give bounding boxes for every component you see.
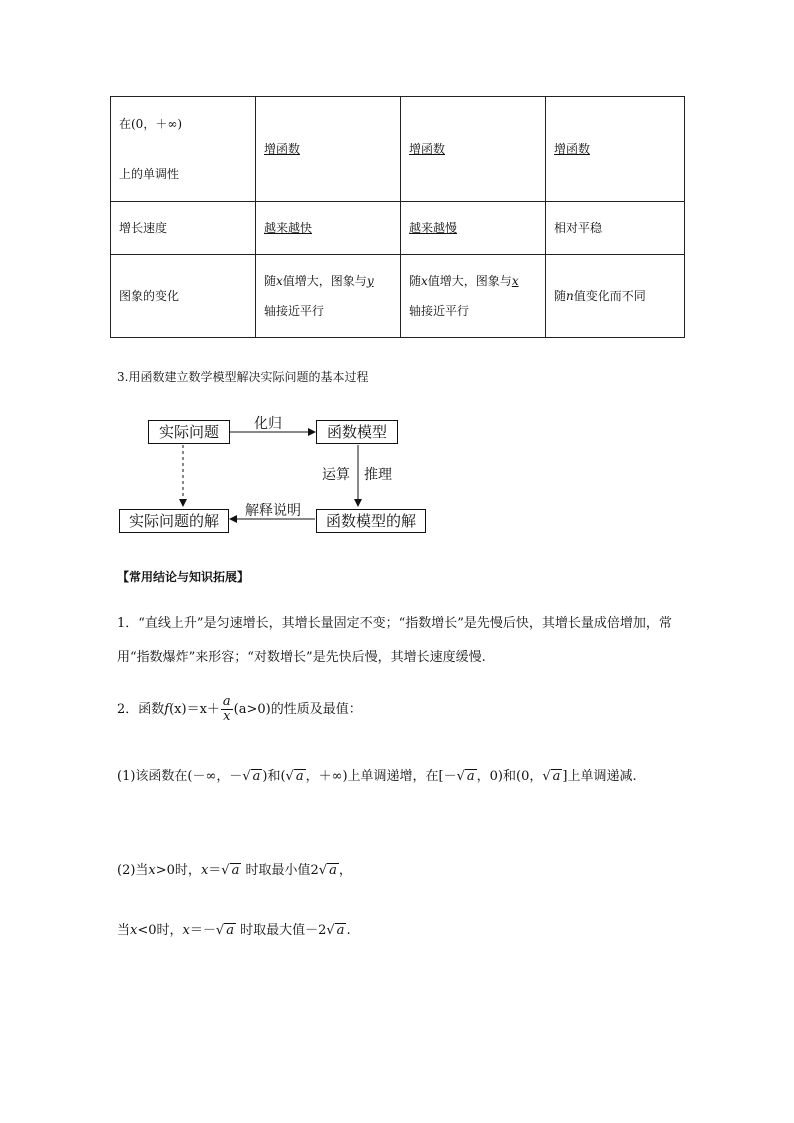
label-explain: 解释说明 (245, 503, 301, 519)
table-cell: 增长速度 (111, 202, 256, 255)
paragraph-3: (1)该函数在(－∞，－√ a )和(√ a ，＋∞)上单调递增，在[－√ a ，0)和(0，√ a ]上单调递减. (117, 769, 637, 784)
table-cell: 增函数 (401, 97, 546, 202)
paragraph-2: 2．函数f(x)＝x＋ $\frac{a}{x}$ (a>0)的性质及最值： (117, 694, 362, 724)
label-reduce: 化归 (254, 416, 282, 432)
paragraph-5: 当x<0时，x＝－√ a 时取最大值－2√ a . (117, 923, 351, 938)
table-row (111, 202, 685, 255)
table-cell: 图象的变化 (111, 255, 256, 338)
section-3-heading: 3.用函数建立数学模型解决实际问题的基本过程 (117, 370, 369, 384)
table-cell: 随x值增大，图象与x 轴接近平行 (401, 255, 546, 338)
table-cell: 随x值增大，图象与y 轴接近平行 (256, 255, 401, 338)
table-row (111, 97, 685, 202)
paragraph-1: 1．“直线上升”是匀速增长，其增长量固定不变；“指数增长”是先慢后快，其增长量成倍增加，常用“指数爆炸”来形容；“对数增长”是先快后慢，其增长速度缓慢. (117, 616, 672, 665)
table-row (111, 255, 685, 338)
label-compute: 运算 (322, 467, 350, 483)
table-cell: 在(0，＋∞) 上的单调性 (111, 97, 256, 202)
box-actual-problem: 实际问题 (148, 420, 230, 444)
table-cell: 增函数 (546, 97, 685, 202)
table-cell: 相对平稳 (546, 202, 685, 255)
fraction: $\frac{a}{x}$ (222, 694, 231, 724)
box-model-solution: 函数模型的解 (316, 509, 426, 533)
section-title: 【常用结论与知识拓展】 (117, 570, 250, 584)
box-function-model: 函数模型 (316, 420, 398, 444)
paragraph-4: (2)当x>0时，x＝√ a 时取最小值2√ a ， (117, 863, 352, 878)
modeling-process-diagram (110, 405, 450, 545)
table-cell: 增函数 (256, 97, 401, 202)
label-reason: 推理 (364, 467, 392, 483)
table-cell: 越来越快 (256, 202, 401, 255)
table-cell: 随n值变化而不同 (546, 255, 685, 338)
function-properties-table (110, 96, 685, 338)
box-problem-solution: 实际问题的解 (119, 509, 229, 533)
table-cell: 越来越慢 (401, 202, 546, 255)
